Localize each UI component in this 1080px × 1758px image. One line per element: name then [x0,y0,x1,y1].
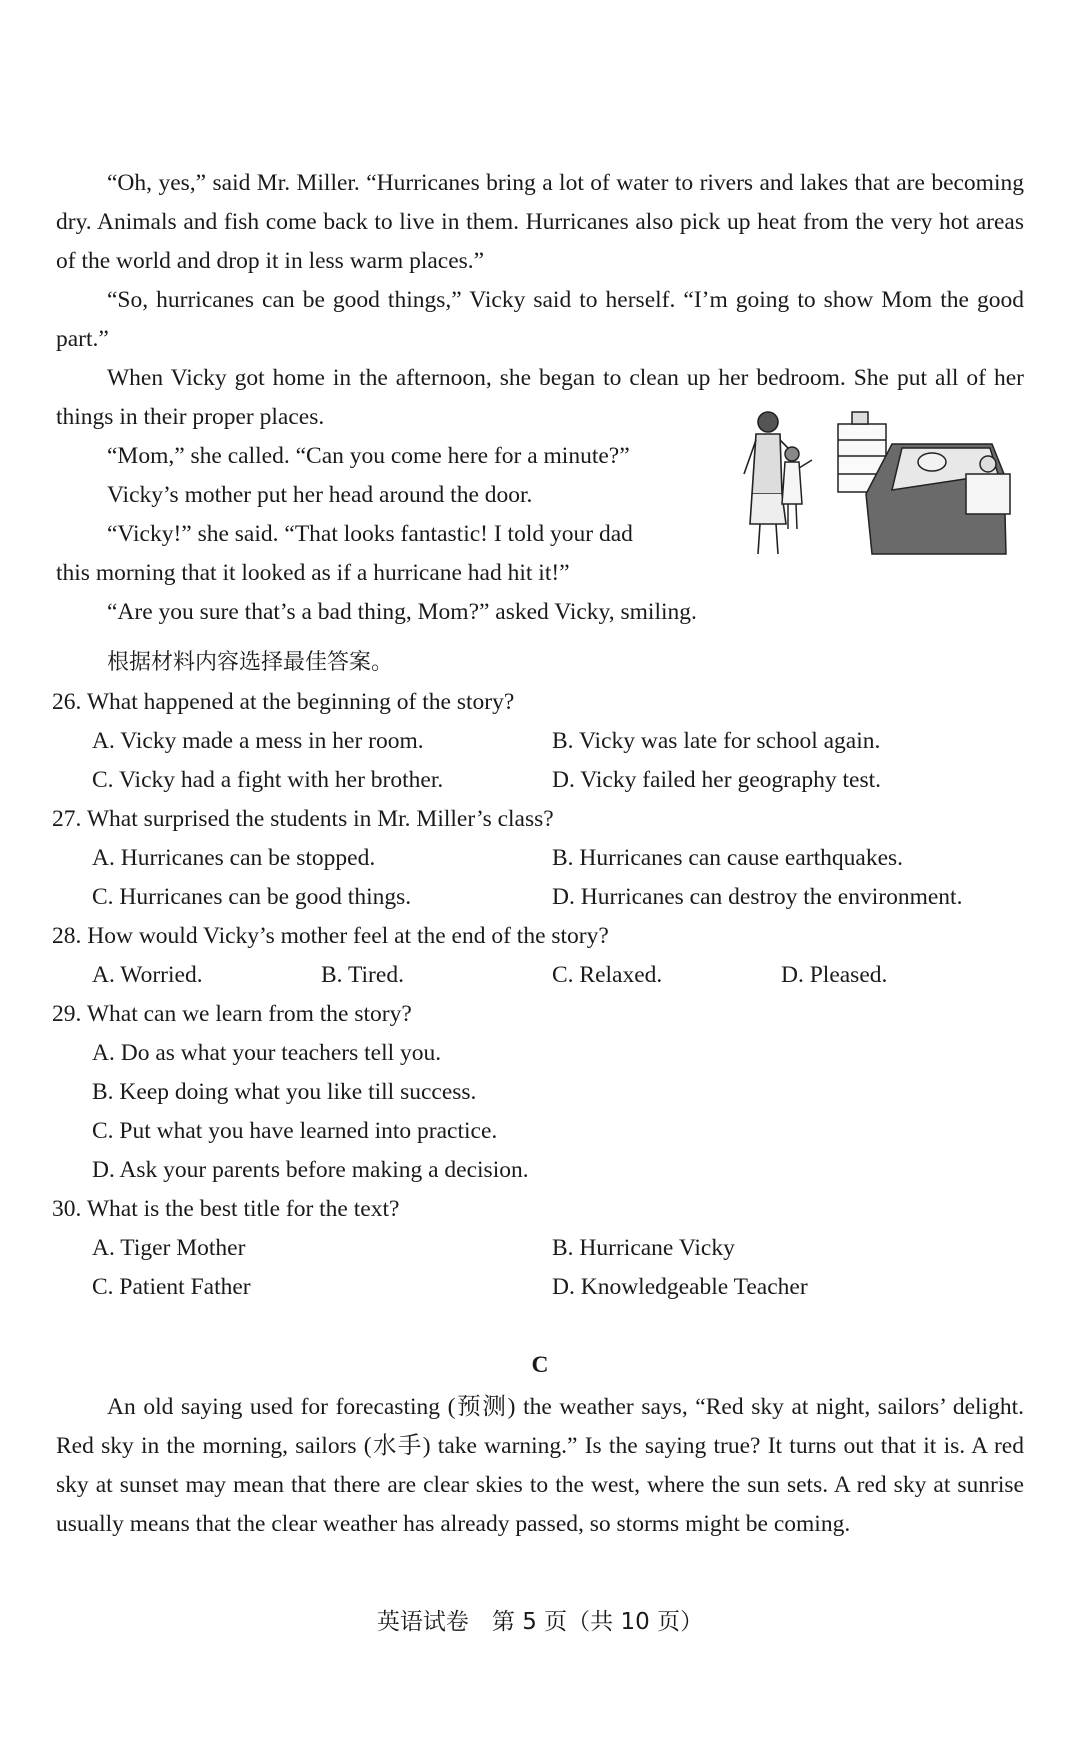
option-28-c[interactable]: C. Relaxed. [552,962,663,988]
option-30-a[interactable]: A. Tiger Mother [92,1235,246,1261]
section-c-heading: C [531,1352,549,1378]
story-paragraph-4: “Mom,” she called. “Can you come here for a minute?” [107,443,630,469]
question-text: What is the best title for the text? [86,1196,400,1222]
story-paragraph-3: When Vicky got home in the afternoon, she began to clean up her bedroom. She put all of her things in their proper places. [56,365,1024,430]
bedroom-illustration [742,404,1020,564]
question-27 [52,804,554,834]
option-30-b[interactable]: B. Hurricane Vicky [552,1235,735,1261]
option-27-a[interactable]: A. Hurricanes can be stopped. [92,845,376,871]
question-text: How would Vicky’s mother feel at the end of the story? [87,923,609,949]
story-paragraph-2: “So, hurricanes can be good things,” Vicky said to herself. “I’m going to show Mom the good part.” [56,287,1024,352]
question-text: What surprised the students in Mr. Miller’s class? [86,806,554,832]
question-text: What happened at the beginning of the story? [86,689,515,715]
option-27-c[interactable]: C. Hurricanes can be good things. [92,884,412,910]
question-number: 27. [52,806,82,832]
option-26-d[interactable]: D. Vicky failed her geography test. [552,767,882,793]
option-27-d[interactable]: D. Hurricanes can destroy the environment. [552,884,963,910]
option-26-a[interactable]: A. Vicky made a mess in her room. [92,728,424,754]
question-number: 26. [52,689,82,715]
story-paragraph-1: “Oh, yes,” said Mr. Miller. “Hurricanes bring a lot of water to rivers and lakes that are becoming dry. Animals and fish come back to live in them. Hurricanes also pick up heat from the very hot areas of the world and drop it in less warm places.” [56,170,1024,274]
option-29-a[interactable]: A. Do as what your teachers tell you. [92,1040,442,1066]
option-29-d[interactable]: D. Ask your parents before making a decision. [92,1157,529,1183]
story-paragraph-7: “Are you sure that’s a bad thing, Mom?” asked Vicky, smiling. [107,599,697,625]
story-paragraph-5: Vicky’s mother put her head around the door. [107,482,533,508]
section-c-paragraph: An old saying used for forecasting (预测) the weather says, “Red sky at night, sailors’ delight. Red sky in the morning, sailors (水手) take warning.” Is the saying true? It turns out that it is. A red sky at sunset may mean that there are clear skies to the west, where the sun sets. A red sky at sunrise usually means that the clear weather has already passed, so storms might be coming. [56,1394,1024,1537]
question-29 [52,999,412,1029]
option-29-c[interactable]: C. Put what you have learned into practice. [92,1118,498,1144]
question-28 [52,921,609,951]
option-28-a[interactable]: A. Worried. [92,962,203,988]
question-number: 30. [52,1196,82,1222]
option-30-d[interactable]: D. Knowledgeable Teacher [552,1274,808,1300]
story-paragraph-6-line-1: “Vicky!” she said. “That looks fantastic! I told your dad [107,521,633,547]
option-29-b[interactable]: B. Keep doing what you like till success. [92,1079,477,1105]
question-26 [52,687,514,717]
option-28-b[interactable]: B. Tired. [321,962,404,988]
option-26-b[interactable]: B. Vicky was late for school again. [552,728,881,754]
question-number: 28. [52,923,82,949]
question-30 [52,1194,399,1224]
option-26-c[interactable]: C. Vicky had a fight with her brother. [92,767,444,793]
question-number: 29. [52,1001,82,1027]
story-paragraph-6-line-2: this morning that it looked as if a hurricane had hit it!” [56,560,570,586]
page-footer: 英语试卷 第 5 页（共 10 页） [376,1609,704,1635]
option-28-d[interactable]: D. Pleased. [781,962,888,988]
option-30-c[interactable]: C. Patient Father [92,1274,251,1300]
girl-figure [782,447,812,529]
question-text: What can we learn from the story? [86,1001,412,1027]
instruction-text: 根据材料内容选择最佳答案。 [107,650,394,675]
option-27-b[interactable]: B. Hurricanes can cause earthquakes. [552,845,904,871]
